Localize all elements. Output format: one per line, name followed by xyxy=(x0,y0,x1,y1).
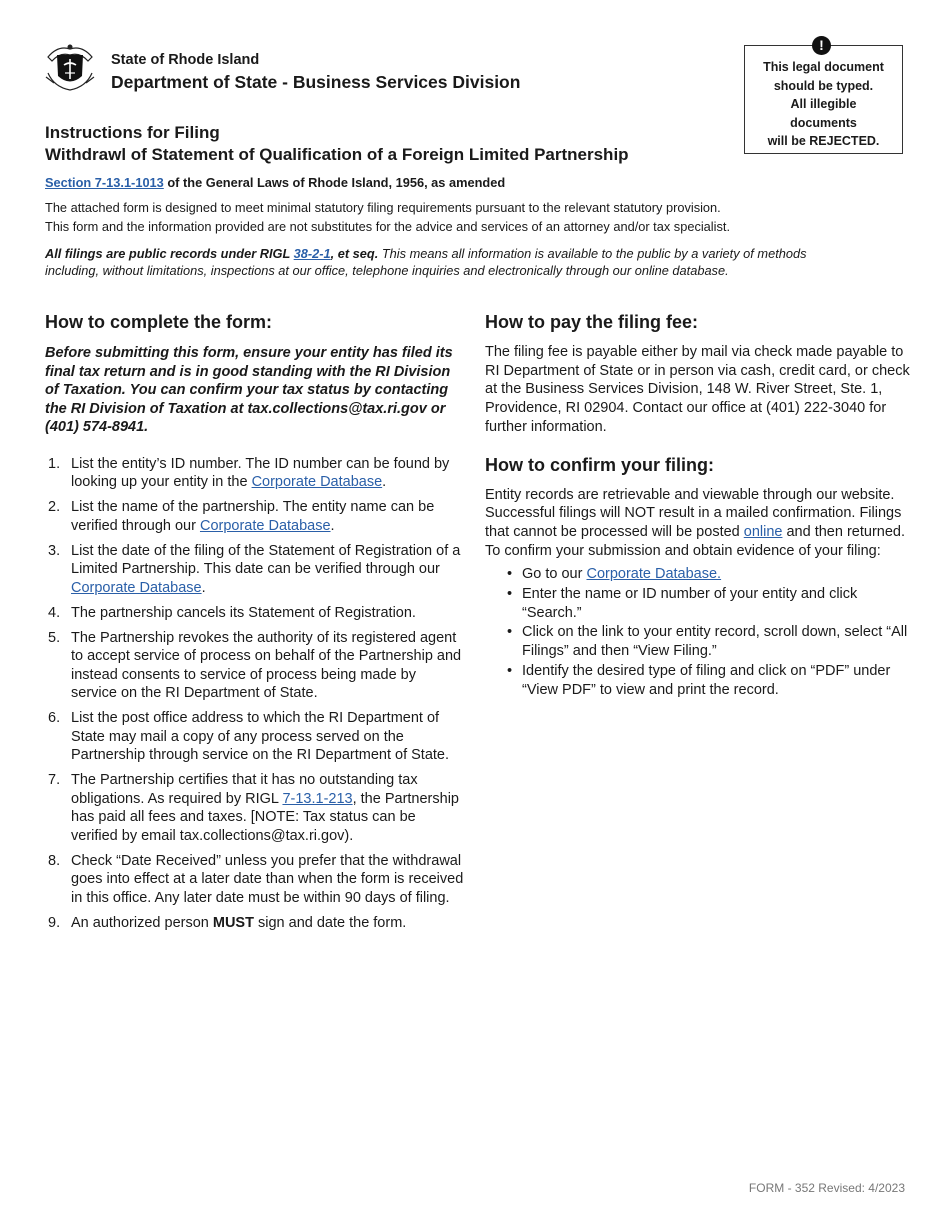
section-link[interactable]: Section 7-13.1-1013 xyxy=(45,175,164,190)
title-line-1: Instructions for Filing xyxy=(45,123,220,142)
list-item: 4. The partnership cancels its Statement of Registration. xyxy=(48,604,416,621)
list-item: 9. An authorized person MUST sign and date the form. xyxy=(48,914,407,931)
warning-line: will be REJECTED. xyxy=(767,134,880,148)
pay-heading: How to pay the filing fee: xyxy=(485,312,699,332)
section-ref-text: of the General Laws of Rhode Island, 1956, as amended xyxy=(163,175,506,190)
list-item: 2. List the name of the partnership. The entity name can be verified through our Corporate Database. xyxy=(48,499,435,534)
list-item: 6. List the post office address to which the RI Department of State may mail a copy of any process served on the Partnership through service on the RI Department of State. xyxy=(48,710,450,763)
intro-text xyxy=(45,199,835,236)
confirm-heading: How to confirm your filing: xyxy=(485,454,714,475)
complete-heading: How to complete the form: xyxy=(45,312,273,332)
rigl-7-13-1-213-link[interactable]: 7-13.1-213 xyxy=(282,790,353,807)
organization-heading xyxy=(111,51,520,93)
typed-warning-box xyxy=(744,45,903,154)
corporate-database-link[interactable]: Corporate Database xyxy=(71,579,202,596)
list-item: 7. The Partnership certifies that it has no outstanding tax obligations. As required by RIGL 7-13.1-213, the Partnership has paid all fees and taxes. [NOTE: Tax status can be verified by email tax.collections@tax.ri.gov). xyxy=(48,772,459,844)
department-name: Department of State - Business Services Division xyxy=(111,72,521,92)
form-revision-footer: FORM - 352 Revised: 4/2023 xyxy=(748,1181,905,1195)
tax-notice: Before submitting this form, ensure your entity has filed its final tax return and is in good standing with the RI Division of Taxation. You can confirm your tax status by contacting the RI Division of Taxation at tax.collections@tax.ri.gov or (401) 574-8941. xyxy=(45,345,453,435)
page-title xyxy=(45,122,629,166)
warning-line: documents xyxy=(790,115,857,130)
public-records-notice xyxy=(45,245,825,279)
corporate-database-link[interactable]: Corporate Database. xyxy=(586,566,722,583)
section-reference xyxy=(45,175,505,190)
public-suffix: , et seq. xyxy=(330,246,379,261)
list-item: • Identify the desired type of filing and click on “PDF” under “View PDF” to view and print the record. xyxy=(507,662,891,698)
confirm-steps-list xyxy=(485,565,910,699)
pay-text: The filing fee is payable either by mail via check made payable to RI Department of State or in person via cash, credit card, or check at the Business Services Division, 148 W. River Street, Ste. 1, Providence, RI 02904. Contact our office at (401) 222-3040 for further information. xyxy=(485,344,910,435)
complete-form-section xyxy=(45,311,465,939)
confirm-text: Entity records are retrievable and viewable through our website. Successful filings will NOT result in a mailed confirmation. Filings that cannot be processed will be posted online and then returned. To confirm your submission and obtain evidence of your filing: xyxy=(485,486,905,559)
steps-list xyxy=(45,455,465,933)
online-link[interactable]: online xyxy=(743,523,783,540)
public-rest: This means all information is available to the public by a variety of methods including, without limitations, inspections at our office, telephone inquiries and electronically through our online database. xyxy=(45,246,807,278)
title-line-2: Withdrawl of Statement of Qualification of a Foreign Limited Partnership xyxy=(45,145,629,164)
rigl-38-2-1-link[interactable]: 38-2-1 xyxy=(293,246,331,261)
list-item: • Enter the name or ID number of your entity and click “Search.” xyxy=(507,586,858,621)
state-name: State of Rhode Island xyxy=(111,52,260,68)
exclamation-icon: ! xyxy=(812,36,831,55)
list-item: 8. Check “Date Received” unless you prefer that the withdrawal goes into effect at a later date than when the form is received in this office. Any later date must be within 90 days of filing. xyxy=(48,852,464,906)
intro-line-1: The attached form is designed to meet minimal statutory filing requirements pursuant to the relevant statutory provision. xyxy=(45,200,721,215)
pay-and-confirm-section xyxy=(485,311,910,700)
list-item: 3. List the date of the filing of the Statement of Registration of a Limited Partnership. This date can be verified through our Corporate Database. xyxy=(48,542,461,596)
warning-line: All illegible xyxy=(790,97,857,111)
public-prefix: All filings are public records under RIGL xyxy=(45,246,294,261)
bullet-icon: • xyxy=(507,662,513,679)
warning-line: should be typed. xyxy=(773,78,874,93)
bullet-icon: • xyxy=(507,586,513,603)
warning-line: This legal document xyxy=(763,60,884,74)
state-seal-icon xyxy=(44,43,96,93)
list-item: • Go to our Corporate Database. xyxy=(507,566,722,583)
list-item: • Click on the link to your entity record, scroll down, select “All Filings” and then “View Filing.” xyxy=(507,624,908,660)
list-item: 5. The Partnership revokes the authority of its registered agent to accept service of process on behalf of the Partnership and instead consents to service of process being made by service on the RI Department of State. xyxy=(48,629,462,701)
corporate-database-link[interactable]: Corporate Database xyxy=(251,474,383,490)
bullet-icon: • xyxy=(507,624,513,641)
list-item: 1. List the entity’s ID number. The ID number can be found by looking up your entity in the Corporate Database. xyxy=(48,455,450,490)
corporate-database-link[interactable]: Corporate Database xyxy=(199,517,331,534)
intro-line-2: This form and the information provided are not substitutes for the advice and services of an attorney and/or tax specialist. xyxy=(45,218,730,234)
bullet-icon: • xyxy=(507,566,513,583)
